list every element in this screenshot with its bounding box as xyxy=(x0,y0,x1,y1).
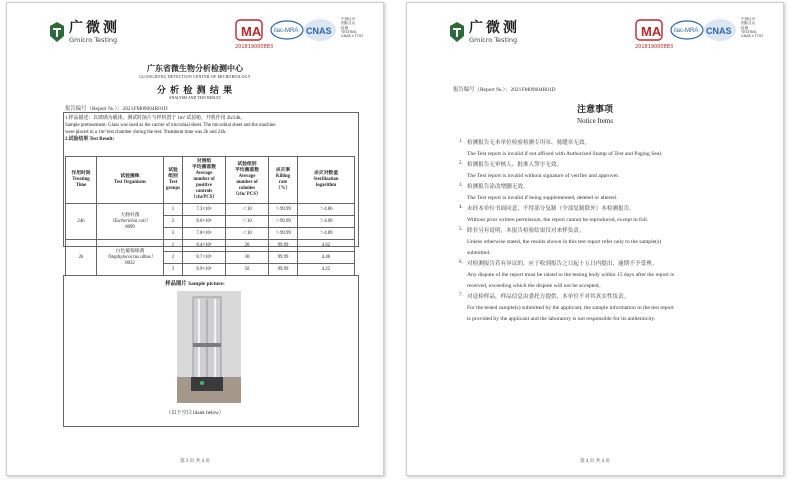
cell-organism: 白色葡萄球菌 （Staphylococcus albus） 8032 xyxy=(97,240,164,276)
notice-item xyxy=(455,184,755,202)
certification-marks xyxy=(635,17,765,53)
cell-group: 2 xyxy=(164,252,183,264)
cell-group: 2 xyxy=(164,216,183,228)
notice-text-en: received, exceeding which the dispute will not be accepted。 xyxy=(467,283,605,289)
cell-time: 2h xyxy=(66,240,97,276)
notice-text-en: Without prior written permission, the report cannot be reproduced, except in full. xyxy=(467,217,649,223)
center-title-en: GUANGDONG DETECTION CENTER OF MICROBIOLOGY xyxy=(139,75,251,79)
th-organism: 试验菌株 Test Organisms xyxy=(97,157,164,204)
cell-control: 8.9×10⁵ xyxy=(183,264,226,276)
cell-group: 1 xyxy=(164,240,183,252)
notice-number: 3. xyxy=(459,183,463,188)
svg-text:MA: MA xyxy=(641,24,662,39)
report-page-3 xyxy=(6,2,384,476)
notice-text-cn: 未经本单位书面同意，不得部分复制（全部复制除外）本检测报告。 xyxy=(467,206,635,212)
cnas-line: 国际互认 xyxy=(741,21,756,26)
cell-rate: 99.99 xyxy=(269,252,298,264)
cell-log: 4.62 xyxy=(298,240,355,252)
notice-item xyxy=(455,162,755,180)
th-group: 试验 组别 Test groups xyxy=(164,157,183,204)
sample-device-photo xyxy=(177,291,241,403)
cma-cert-number: 201819000883 xyxy=(635,44,674,50)
brand-name-en: Gmicro Testing xyxy=(469,36,518,44)
cell-test: ＜10 xyxy=(226,228,269,240)
cnas-line: TESTING xyxy=(741,29,757,34)
test-result-heading: 2.试验结果 Test Result: xyxy=(65,137,115,142)
notice-item xyxy=(455,228,755,257)
th-rate: 杀灭率 Killing rate （%） xyxy=(269,157,298,204)
cell-log: 4.46 xyxy=(298,252,355,264)
cell-rate: 99.99 xyxy=(269,240,298,252)
svg-text:MA: MA xyxy=(241,24,262,39)
svg-text:ilac-MRA: ilac-MRA xyxy=(274,28,299,34)
notice-text-en: The Test report is invalid if not affixed with Authorized Stamp of Test and Paging Seal. xyxy=(467,151,663,157)
cell-test: ＜10 xyxy=(226,204,269,216)
brand-name-cn: 广微测 xyxy=(469,20,520,36)
notice-list xyxy=(455,140,755,327)
notice-item xyxy=(455,294,755,323)
th-control: 对照组 平均菌落数 Average number of positive controls （cfu/PCS） xyxy=(183,157,226,204)
cell-log: 4.25 xyxy=(298,264,355,276)
cell-group: 3 xyxy=(164,264,183,276)
brand-name-en: Gmicro Testing xyxy=(69,36,118,44)
notice-text-cn: 检测报告无审核人、批准人签字无效。 xyxy=(467,162,563,168)
notice-text-cn: 除非另有说明，本报告检验结果仅对来样负责。 xyxy=(467,228,585,234)
cell-test: ＜10 xyxy=(226,216,269,228)
cell-rate: 99.99 xyxy=(269,264,298,276)
certification-marks xyxy=(235,17,365,53)
th-time: 作用时间 Treating Time xyxy=(66,157,97,204)
table-row xyxy=(66,240,355,252)
cnas-info xyxy=(341,17,363,38)
cell-time: 24h xyxy=(66,204,97,240)
cnas-line: CNAS L7747 xyxy=(741,34,764,39)
table-row xyxy=(66,204,355,216)
notice-text-cn: 对送检样品，样品信息由委托方提供，本单位不对其真实性负责。 xyxy=(467,294,630,300)
cell-group: 1 xyxy=(164,204,183,216)
cnas-line: 中国认可 xyxy=(341,17,356,21)
svg-text:ilac-MRA: ilac-MRA xyxy=(674,28,699,34)
result-title-cn: 分 析 检 测 结 果 xyxy=(156,85,234,95)
page-footer: 第 3 页 共 4 页 xyxy=(180,459,210,464)
cnas-line: 国际互认 xyxy=(341,21,356,26)
cnas-line: TESTING xyxy=(341,29,357,34)
notice-text-cn: 对检测报告若有异议的，应于收到报告之日起十五日内提出，逾期不予受理。 xyxy=(467,261,658,267)
cnas-line: 中国认可 xyxy=(741,17,756,21)
report-number: 报告编号（Report №.）：2021FM09604R01D xyxy=(65,106,168,112)
brand-name-cn: 广微测 xyxy=(69,20,120,36)
notice-number: 7. xyxy=(459,293,463,298)
sample-description xyxy=(65,115,357,143)
svg-text:CNAS: CNAS xyxy=(706,26,732,36)
cell-test: 20 xyxy=(226,240,269,252)
sample-desc-cn: 1.样品描述：以玻璃为载体，测试时菌片与样机置于 1m³ 试验舱，开机作用 2h/24h。 xyxy=(65,116,246,121)
notice-item xyxy=(455,140,755,158)
notice-text-en: submitted. xyxy=(467,250,491,256)
sample-desc-en: Sample pretreatment: Glass was used as the carrier of microbial sheet. The microbial sheet and the machine xyxy=(65,123,276,128)
cnas-line: CNAS L7747 xyxy=(341,34,364,39)
result-title-en: ANALYSIS AND TEST RESULT xyxy=(168,96,222,100)
cell-organism: 大肠杆菌 （Escherichia coli） 8099 xyxy=(97,204,164,240)
cell-rate: ＞99.99 xyxy=(269,216,298,228)
notice-item xyxy=(455,261,755,290)
gmicro-logo-icon xyxy=(49,21,65,43)
svg-text:CNAS: CNAS xyxy=(306,26,332,36)
cnas-info xyxy=(741,17,763,38)
cnas-line: 检测 xyxy=(341,25,349,30)
cell-rate: ＞99.99 xyxy=(269,204,298,216)
cell-group: 3 xyxy=(164,228,183,240)
cell-test: 30 xyxy=(226,252,269,264)
cnas-line: 检测 xyxy=(741,25,749,30)
brand-block xyxy=(469,20,520,44)
notice-number: 4. xyxy=(459,205,463,210)
sample-desc-en-2: were placed in a 1m³ test chamber during the test. Treatment time was 2h and 24h. xyxy=(65,130,227,135)
gmicro-logo-icon xyxy=(449,21,465,43)
cma-cert-number: 201819000883 xyxy=(235,44,274,50)
th-log: 杀灭对数值 Sterilization logarithm xyxy=(298,157,355,204)
cell-rate: ＞99.99 xyxy=(269,228,298,240)
notice-text-en: is provided by the applicant and the laboratory is not responsible for its authenticity. xyxy=(467,316,656,322)
page-footer: 第 4 页 共 4 页 xyxy=(580,459,610,464)
cell-control: 8.4×10⁵ xyxy=(183,240,226,252)
cell-log: ＞4.89 xyxy=(298,228,355,240)
notice-title-en: Notice Items xyxy=(577,117,613,125)
cell-control: 7.3×10⁶ xyxy=(183,204,226,216)
notice-text-cn: 检测报告涂改增删无效。 xyxy=(467,184,529,190)
notice-text-en: For the tested sample(s) submitted by the applicant, the sample information in the test report xyxy=(467,305,674,311)
notice-number: 5. xyxy=(459,227,463,232)
test-result-table xyxy=(65,156,355,276)
brand-block xyxy=(69,20,120,44)
report-page-4 xyxy=(406,2,784,476)
cell-control: 8.7×10⁵ xyxy=(183,252,226,264)
notice-text-en: Unless otherwise stated, the results shown in this test report refer only to the sample(s) xyxy=(467,239,662,245)
notice-text-en: Any dispute of the report must be raised to the testing body within 15 days after the report is xyxy=(467,272,674,278)
sample-picture-label: 样品图片 Sample picture: xyxy=(165,281,225,287)
th-test: 试验组别 平均菌落数 Average number of colonies （cfu/ PCS） xyxy=(226,157,269,204)
notice-text-en: The Test report is invalid without signature of verifier and approver. xyxy=(467,173,620,179)
center-title-cn: 广东省微生物分析检测中心 xyxy=(147,64,243,73)
report-number: 报告编号（Report №.）：2021FM09604R01D xyxy=(453,87,556,93)
notice-title-cn: 注意事项 xyxy=(576,104,613,114)
blank-below-note: （以下空白 blank below） xyxy=(166,410,224,416)
cell-log: ＞4.86 xyxy=(298,204,355,216)
cell-log: ＞4.90 xyxy=(298,216,355,228)
notice-number: 6. xyxy=(459,260,463,265)
notice-item xyxy=(455,206,755,224)
notice-number: 1. xyxy=(459,139,463,144)
cell-control: 7.8×10⁶ xyxy=(183,228,226,240)
cell-control: 8.0×10⁶ xyxy=(183,216,226,228)
notice-number: 2. xyxy=(459,161,463,166)
table-header-row xyxy=(66,157,355,204)
cell-test: 50 xyxy=(226,264,269,276)
notice-text-cn: 检测报告无本单位检验检测专用章、骑缝章无效。 xyxy=(467,140,591,146)
notice-text-en: The Test report is invalid if being supplemented, deleted or altered. xyxy=(467,195,618,201)
